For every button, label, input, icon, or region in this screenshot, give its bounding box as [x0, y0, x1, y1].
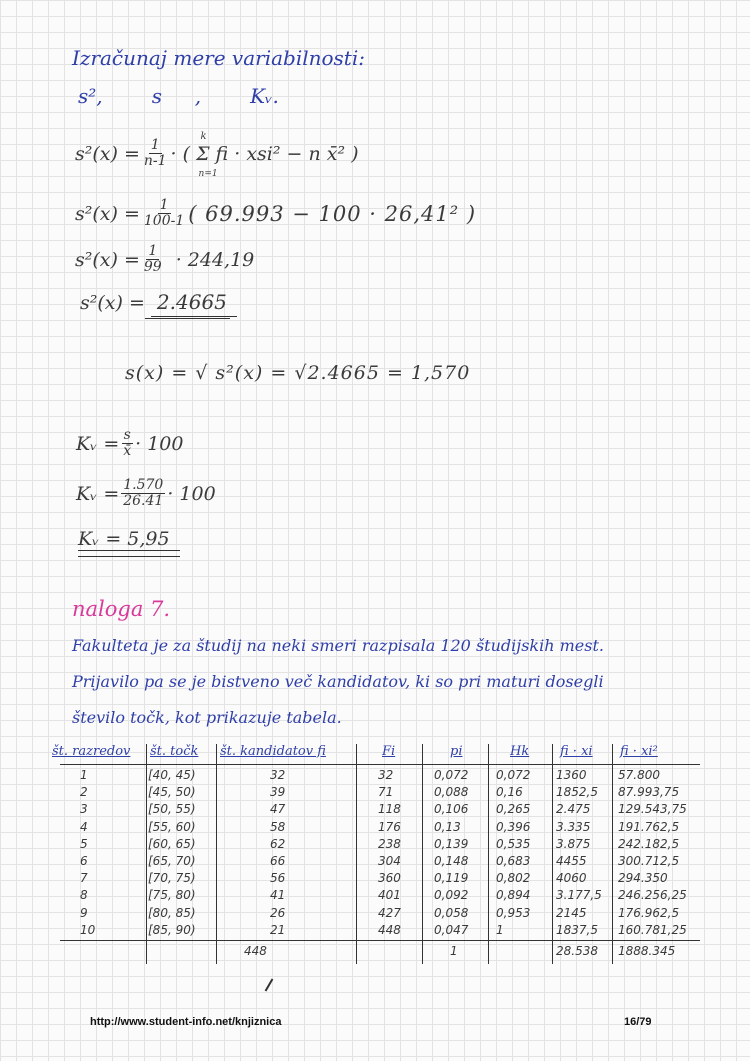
variance-def-den: n-1 — [143, 153, 167, 169]
variance-definition — [75, 130, 359, 179]
cell-points: [55, 60) — [148, 819, 196, 834]
kv-def-rhs: · 100 — [135, 432, 184, 455]
total-fi: 448 — [244, 944, 267, 958]
measure-sep: , — [194, 84, 202, 108]
kv-sub-num: 1.570 — [123, 477, 164, 493]
variance-step-den: 99 — [143, 259, 162, 275]
measure-variance: s², — [78, 84, 103, 108]
cell-class: 1 — [80, 768, 88, 782]
task-text-line1: Fakulteta je za študij na neki smeri razpisala 120 študijskih mest. — [72, 636, 604, 655]
kv-sub-den: 26.41 — [123, 493, 164, 509]
cell-fixi: 1360 — [556, 768, 587, 782]
cell-fi: 47 — [270, 802, 286, 817]
cell-pi: 0,139 — [434, 836, 469, 851]
table-divider — [356, 744, 357, 964]
task-text-line3: število točk, kot prikazuje tabela. — [72, 708, 342, 727]
variance-step — [75, 244, 254, 275]
total-fixi: 28.538 — [556, 944, 598, 958]
cell-fixi: 3.875 — [556, 836, 591, 851]
heading: Izračunaj mere variabilnosti: — [72, 46, 365, 70]
cell-points: [70, 75) — [148, 871, 196, 886]
cell-fixi: 4060 — [556, 871, 587, 886]
footer-page-number: 16/79 — [624, 1016, 652, 1028]
cell-Hk: 0,953 — [496, 905, 531, 920]
sum-upper: k — [200, 130, 207, 142]
kv-def-lhs: Kᵥ = — [76, 432, 120, 455]
total-fixi2: 1888.345 — [618, 944, 676, 958]
cell-fixi2: 300.712,5 — [618, 854, 680, 868]
kv-result: Kᵥ = 5,95 — [78, 528, 180, 551]
cell-class: 7 — [80, 871, 88, 886]
frequency-table — [52, 744, 700, 964]
variance-step-lhs: s²(x) = — [75, 248, 140, 271]
cell-class: 8 — [80, 888, 88, 903]
header-Hk: Hk — [510, 744, 530, 759]
table-total-rule — [60, 940, 700, 941]
variance-step-rhs: · 244,19 — [175, 248, 255, 271]
kv-result-double-underline — [78, 556, 180, 557]
cell-Hk: 0,072 — [496, 768, 531, 782]
cell-Hk: 1 — [496, 922, 504, 937]
table-divider — [146, 744, 147, 964]
sd-expression: s(x) = √ s²(x) = √2.4665 = 1,570 — [125, 362, 471, 384]
measure-kv: Kᵥ. — [250, 84, 279, 108]
cell-points: [40, 45) — [148, 768, 196, 782]
variance-result: 2.4665 — [151, 290, 237, 317]
cell-Fi: 360 — [378, 871, 401, 886]
cell-fi: 26 — [270, 905, 286, 920]
cell-Fi: 32 — [378, 768, 394, 782]
measures-line — [78, 84, 279, 108]
kv-substitution — [76, 478, 216, 509]
table-header-rule — [60, 764, 700, 765]
cell-fixi: 2145 — [556, 905, 587, 920]
cell-fixi2: 242.182,5 — [618, 836, 680, 851]
cell-Hk: 0,396 — [496, 819, 531, 834]
cell-pi: 0,106 — [434, 802, 469, 817]
cell-class: 10 — [80, 922, 96, 937]
cell-Hk: 0,265 — [496, 802, 531, 817]
variance-result-line — [80, 290, 237, 314]
cell-points: [50, 55) — [148, 802, 196, 817]
pen-mark — [265, 978, 274, 991]
cell-fixi: 4455 — [556, 854, 587, 868]
cell-fixi2: 191.762,5 — [618, 819, 680, 834]
cell-Fi: 176 — [378, 819, 401, 834]
cell-pi: 0,119 — [434, 871, 469, 886]
cell-fixi2: 87.993,75 — [618, 785, 680, 800]
cell-pi: 0,072 — [434, 768, 469, 782]
cell-Hk: 0,535 — [496, 836, 531, 851]
cell-points: [80, 85) — [148, 905, 196, 920]
cell-fi: 66 — [270, 854, 286, 868]
task-text-line2: Prijavilo pa se je bistveno več kandidatov, ki so pri maturi dosegli — [72, 672, 604, 691]
variance-result-lhs: s²(x) = — [80, 292, 145, 314]
cell-points: [65, 70) — [148, 854, 196, 868]
cell-Hk: 0,16 — [496, 785, 523, 800]
cell-fi: 32 — [270, 768, 286, 782]
kv-sub-rhs: · 100 — [167, 482, 216, 505]
cell-fi: 41 — [270, 888, 286, 903]
cell-class: 6 — [80, 854, 88, 868]
variance-result-double-underline — [145, 318, 230, 319]
task-title: naloga 7. — [72, 597, 171, 621]
cell-fixi2: 176.962,5 — [618, 905, 680, 920]
cell-points: [75, 80) — [148, 888, 196, 903]
header-Fi: Fi — [382, 744, 396, 759]
cell-Hk: 0,683 — [496, 854, 531, 868]
variance-def-rhs: · ( Σ fi · xsi² − n x̄² ) — [170, 142, 359, 165]
table-divider — [552, 744, 553, 964]
variance-def-lhs: s²(x) = — [75, 142, 140, 165]
cell-class: 9 — [80, 905, 88, 920]
cell-class: 3 — [80, 802, 88, 817]
variance-step-num: 1 — [148, 243, 158, 259]
cell-pi: 0,092 — [434, 888, 469, 903]
cell-Fi: 448 — [378, 922, 401, 937]
cell-pi: 0,088 — [434, 785, 469, 800]
cell-fixi: 2.475 — [556, 802, 591, 817]
header-fixi2: fi · xi² — [620, 744, 658, 759]
cell-fi: 39 — [270, 785, 286, 800]
table-divider — [216, 744, 217, 964]
cell-points: [45, 50) — [148, 785, 196, 800]
cell-class: 2 — [80, 785, 88, 800]
table-divider — [612, 744, 613, 964]
header-fi: št. kandidatov fi — [220, 744, 326, 759]
cell-fixi2: 160.781,25 — [618, 922, 687, 937]
cell-fixi2: 294.350 — [618, 871, 668, 886]
cell-class: 5 — [80, 836, 88, 851]
cell-fixi2: 129.543,75 — [618, 802, 687, 817]
table-divider — [488, 744, 489, 964]
cell-points: [85, 90) — [148, 922, 196, 937]
cell-points: [60, 65) — [148, 836, 196, 851]
variance-sub-den: 100-1 — [143, 213, 185, 229]
cell-Fi: 427 — [378, 905, 401, 920]
footer-url[interactable]: http://www.student-info.net/knjiznica — [90, 1016, 282, 1028]
kv-definition — [76, 428, 184, 459]
table-divider — [422, 744, 423, 964]
kv-def-num: s — [123, 427, 131, 443]
cell-pi: 0,148 — [434, 854, 469, 868]
cell-fi: 56 — [270, 871, 286, 886]
cell-Fi: 401 — [378, 888, 401, 903]
cell-Fi: 71 — [378, 785, 394, 800]
kv-def-den: x̄ — [123, 443, 132, 459]
header-class: št. razredov — [52, 744, 131, 759]
cell-Fi: 118 — [378, 802, 401, 817]
cell-fi: 21 — [270, 922, 286, 937]
variance-sub-num: 1 — [159, 197, 169, 213]
cell-fixi: 3.335 — [556, 819, 591, 834]
header-fixi: fi · xi — [560, 744, 593, 759]
cell-fi: 62 — [270, 836, 286, 851]
measure-sd: s — [151, 84, 162, 108]
cell-Hk: 0,802 — [496, 871, 531, 886]
cell-class: 4 — [80, 819, 88, 834]
header-points: št. točk — [150, 744, 199, 759]
cell-fixi: 3.177,5 — [556, 888, 602, 903]
cell-pi: 0,13 — [434, 819, 461, 834]
cell-fixi2: 57.800 — [618, 768, 660, 782]
kv-sub-lhs: Kᵥ = — [76, 482, 120, 505]
sum-lower: n=1 — [198, 168, 218, 179]
variance-sub-lhs: s²(x) = — [75, 202, 140, 225]
cell-pi: 0,047 — [434, 922, 469, 937]
cell-pi: 0,058 — [434, 905, 469, 920]
cell-fixi: 1852,5 — [556, 785, 598, 800]
cell-Fi: 304 — [378, 854, 401, 868]
variance-substitution — [75, 198, 476, 229]
total-pi: 1 — [450, 944, 458, 958]
cell-Fi: 238 — [378, 836, 401, 851]
cell-fixi2: 246.256,25 — [618, 888, 687, 903]
variance-sub-rhs: ( 69.993 − 100 · 26,41² ) — [188, 201, 477, 226]
header-pi: pi — [450, 744, 463, 759]
cell-fixi: 1837,5 — [556, 922, 598, 937]
cell-Hk: 0,894 — [496, 888, 531, 903]
cell-fi: 58 — [270, 819, 286, 834]
variance-def-num: 1 — [150, 137, 160, 153]
